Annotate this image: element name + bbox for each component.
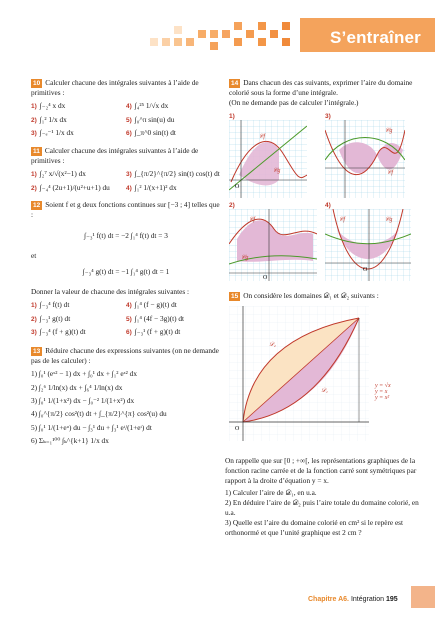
item-label: 3): [31, 329, 37, 337]
graph-2: [229, 202, 317, 286]
left-column: [31, 78, 221, 449]
item-label: 1): [31, 102, 37, 110]
integral-row: [31, 115, 221, 126]
curve-label: 𝒞f: [249, 217, 256, 223]
curve-label: 𝒞g: [241, 255, 249, 261]
legend-item: y = x²: [375, 395, 390, 401]
expression-item: 3) ∫₀¹ 1/(1+x²) dx − ∫₀⁻² 1/(1+x²) dx: [31, 396, 135, 406]
header-banner: [0, 0, 435, 58]
graph-label: 2): [229, 202, 235, 209]
exercise-text: Calculer chacune des intégrales suivantes à l’aide de primitives :: [31, 146, 199, 166]
integral: ∫_{π/2}^{π/2} sin(t) cos(t) dt: [134, 168, 220, 178]
exercise-12: [31, 200, 221, 339]
item-label: 5): [126, 315, 132, 323]
paragraph: On rappelle que sur [0 ; +∞[, les représentations graphiques de la fonction racine carrée et de la fonction carré sont symétriques par rapport à la droite d’équation y = x.: [225, 456, 417, 486]
page-title: S’entraîner: [329, 28, 421, 47]
integral: ∫₋₃⁴ f(t) dt: [39, 299, 70, 309]
graph-3: [325, 113, 405, 203]
expression-item: 5) ∫₀¹ 1/(1+eᵘ) du − ∫₃¹ du + ∫₃¹ eᵗ/(1+eᵗ) dt: [31, 422, 152, 432]
exercise-number: 11: [33, 148, 40, 156]
exercise-text: Réduire chacune des expressions suivantes (on ne demande pas de les calculer) :: [31, 346, 219, 366]
curve-label: 𝒞f: [339, 217, 346, 223]
exercise-text: Dans chacun des cas suivants, exprimer l’aire du domaine colorié sous la forme d’une intégrale.: [229, 78, 413, 97]
graph-2-plot: [229, 209, 317, 281]
exercise-10: [31, 78, 221, 139]
integral: ∫₋₄⁴ (2u+1)/(u²+u+1) du: [39, 182, 110, 192]
item-label: 4): [126, 184, 132, 192]
integral: ∫₂⁷ x/√(x²−1) dx: [39, 168, 86, 178]
integral-row: [31, 128, 221, 139]
integral: ∫₁² 1/x dx: [39, 114, 67, 124]
integral: ∫₋₃⁴ (f + g)(t) dt: [39, 327, 86, 337]
graph-1: [229, 113, 307, 203]
item-label: 6): [126, 130, 132, 138]
exercise-text: Soient f et g deux fonctions continues sur [−3 ; 4] telles que :: [31, 199, 220, 219]
right-column: [229, 78, 425, 108]
integral-row: [31, 183, 221, 194]
curve-label: 𝒞g: [273, 168, 281, 174]
exercise-text: On considère les domaines 𝒟₁ et 𝒟₂ suivants :: [243, 291, 379, 300]
exercise-11: [31, 146, 221, 193]
exercise-number: 14: [231, 80, 239, 87]
question: 3) Quelle est l’aire du domaine colorié en cm² si le repère est orthonormé et que l’unité graphique est 2 cm ?: [225, 518, 404, 538]
integral-row: [31, 327, 221, 338]
exercise-number: 12: [33, 201, 41, 209]
page-tab: [411, 586, 435, 608]
item-label: 4): [126, 102, 132, 110]
integral: ∫_π^0 sin(t) dt: [134, 128, 176, 138]
domains-plot: [229, 306, 369, 441]
item-label: 6): [126, 329, 132, 337]
page-number: 195: [385, 596, 398, 603]
origin-label: O: [263, 275, 268, 281]
graph-1-plot: [229, 120, 307, 198]
exercise-15-text: [225, 456, 425, 539]
integral: ∫₋₃¹ g(t) dt: [39, 313, 71, 323]
integral: ∫₁² 1/(x+1)² dx: [134, 182, 177, 192]
graph-label: 4): [325, 202, 331, 209]
legend: [375, 383, 391, 401]
origin-label: O: [235, 184, 240, 190]
graph-4-plot: [325, 209, 411, 281]
exercise-number: 15: [231, 293, 239, 300]
item-label: 5): [126, 116, 132, 124]
exercise-question: Donner la valeur de chacune des intégrales suivantes :: [31, 286, 190, 296]
curve-label: 𝒞f: [259, 134, 266, 140]
item-label: 2): [31, 315, 37, 323]
integral: ∫₋₂⁴ x dx: [39, 100, 66, 110]
exercise-number: 13: [33, 348, 41, 356]
graph-label: 3): [325, 113, 331, 120]
item-label: 4): [126, 301, 132, 309]
integral-row: [31, 300, 221, 311]
curve-label: 𝒞g: [385, 128, 393, 134]
item-label: 2): [31, 184, 37, 192]
connector-text: et: [31, 251, 37, 261]
domain-label: 𝒟₁: [321, 388, 328, 394]
legend-item: y = √x: [375, 383, 391, 389]
expression-item: 6) Σₖ₌₁¹⁰⁰ ∫ₖ^{k+1} 1/x dx: [31, 436, 109, 446]
exercise-14: [229, 78, 425, 108]
integral: ∫₁⁴ (4f − 3g)(t) dt: [134, 313, 185, 323]
chapter-title: Intégration: [350, 596, 385, 603]
exercise-13: [31, 346, 221, 446]
integral: ∫₁⁴ (f − g)(t) dt: [134, 299, 177, 309]
expression-item: 2) ∫₂⁶ 1/ln(x) dx + ∫₆⁴ 1/ln(x) dx: [31, 382, 123, 392]
legend-item: y = x: [375, 389, 388, 395]
item-label: 3): [126, 170, 132, 178]
item-label: 1): [31, 301, 37, 309]
curve-label: 𝒞f: [387, 170, 394, 176]
chapter-label: Chapitre A6.: [308, 596, 349, 603]
integral: ∫₋₃¹ (f + g)(t) dt: [134, 327, 181, 337]
equation: ∫₋₃¹ f(t) dt = −2 ∫₁⁴ f(t) dt = 3: [84, 231, 168, 241]
integral: ∫₋ₑ⁻¹ 1/x dx: [39, 128, 74, 138]
question: 2) En déduire l’aire de 𝒟₂ puis l’aire totale du domaine colorié, en u.a.: [225, 498, 419, 518]
graph-3-plot: [325, 120, 405, 198]
exercise-note: (On ne demande pas de calculer l’intégrale.): [229, 97, 359, 107]
domain-label: 𝒟₂: [269, 342, 276, 348]
curve-label: 𝒞g: [385, 217, 393, 223]
domains-graph: [229, 306, 369, 446]
origin-label: O: [363, 267, 368, 273]
integral-row: [31, 314, 221, 325]
exercise-number: 10: [33, 80, 41, 87]
equation: ∫₋₃⁴ g(t) dt = −1 ∫₁⁴ g(t) dt = 1: [82, 267, 170, 277]
graph-4: [325, 202, 411, 286]
question: 1) Calculer l’aire de 𝒟₁, en u.a.: [225, 488, 317, 498]
item-label: 1): [31, 170, 37, 178]
item-label: 3): [31, 130, 37, 138]
expression-item: 4) ∫₀^{π/2} cos²(t) dt + ∫_{π/2}^{π} cos²(u) du: [31, 409, 167, 419]
expression-item: 1) ∫₀¹ (eˣ² − 1) dx + ∫₀¹ dx + ∫₁² eˣ² dx: [31, 369, 137, 379]
integral-row: [31, 101, 221, 112]
exercise-15: [229, 291, 425, 301]
item-label: 2): [31, 116, 37, 124]
origin-label: O: [235, 426, 240, 432]
integral-row: [31, 169, 221, 180]
footer: [308, 596, 398, 603]
graph-label: 1): [229, 113, 235, 120]
exercise-text: Calculer chacune des intégrales suivantes à l’aide de primitives :: [31, 78, 199, 97]
integral: ∫₀^π sin(u) du: [134, 114, 175, 124]
integral: ∫₄²⁵ 1/√x dx: [134, 100, 169, 110]
